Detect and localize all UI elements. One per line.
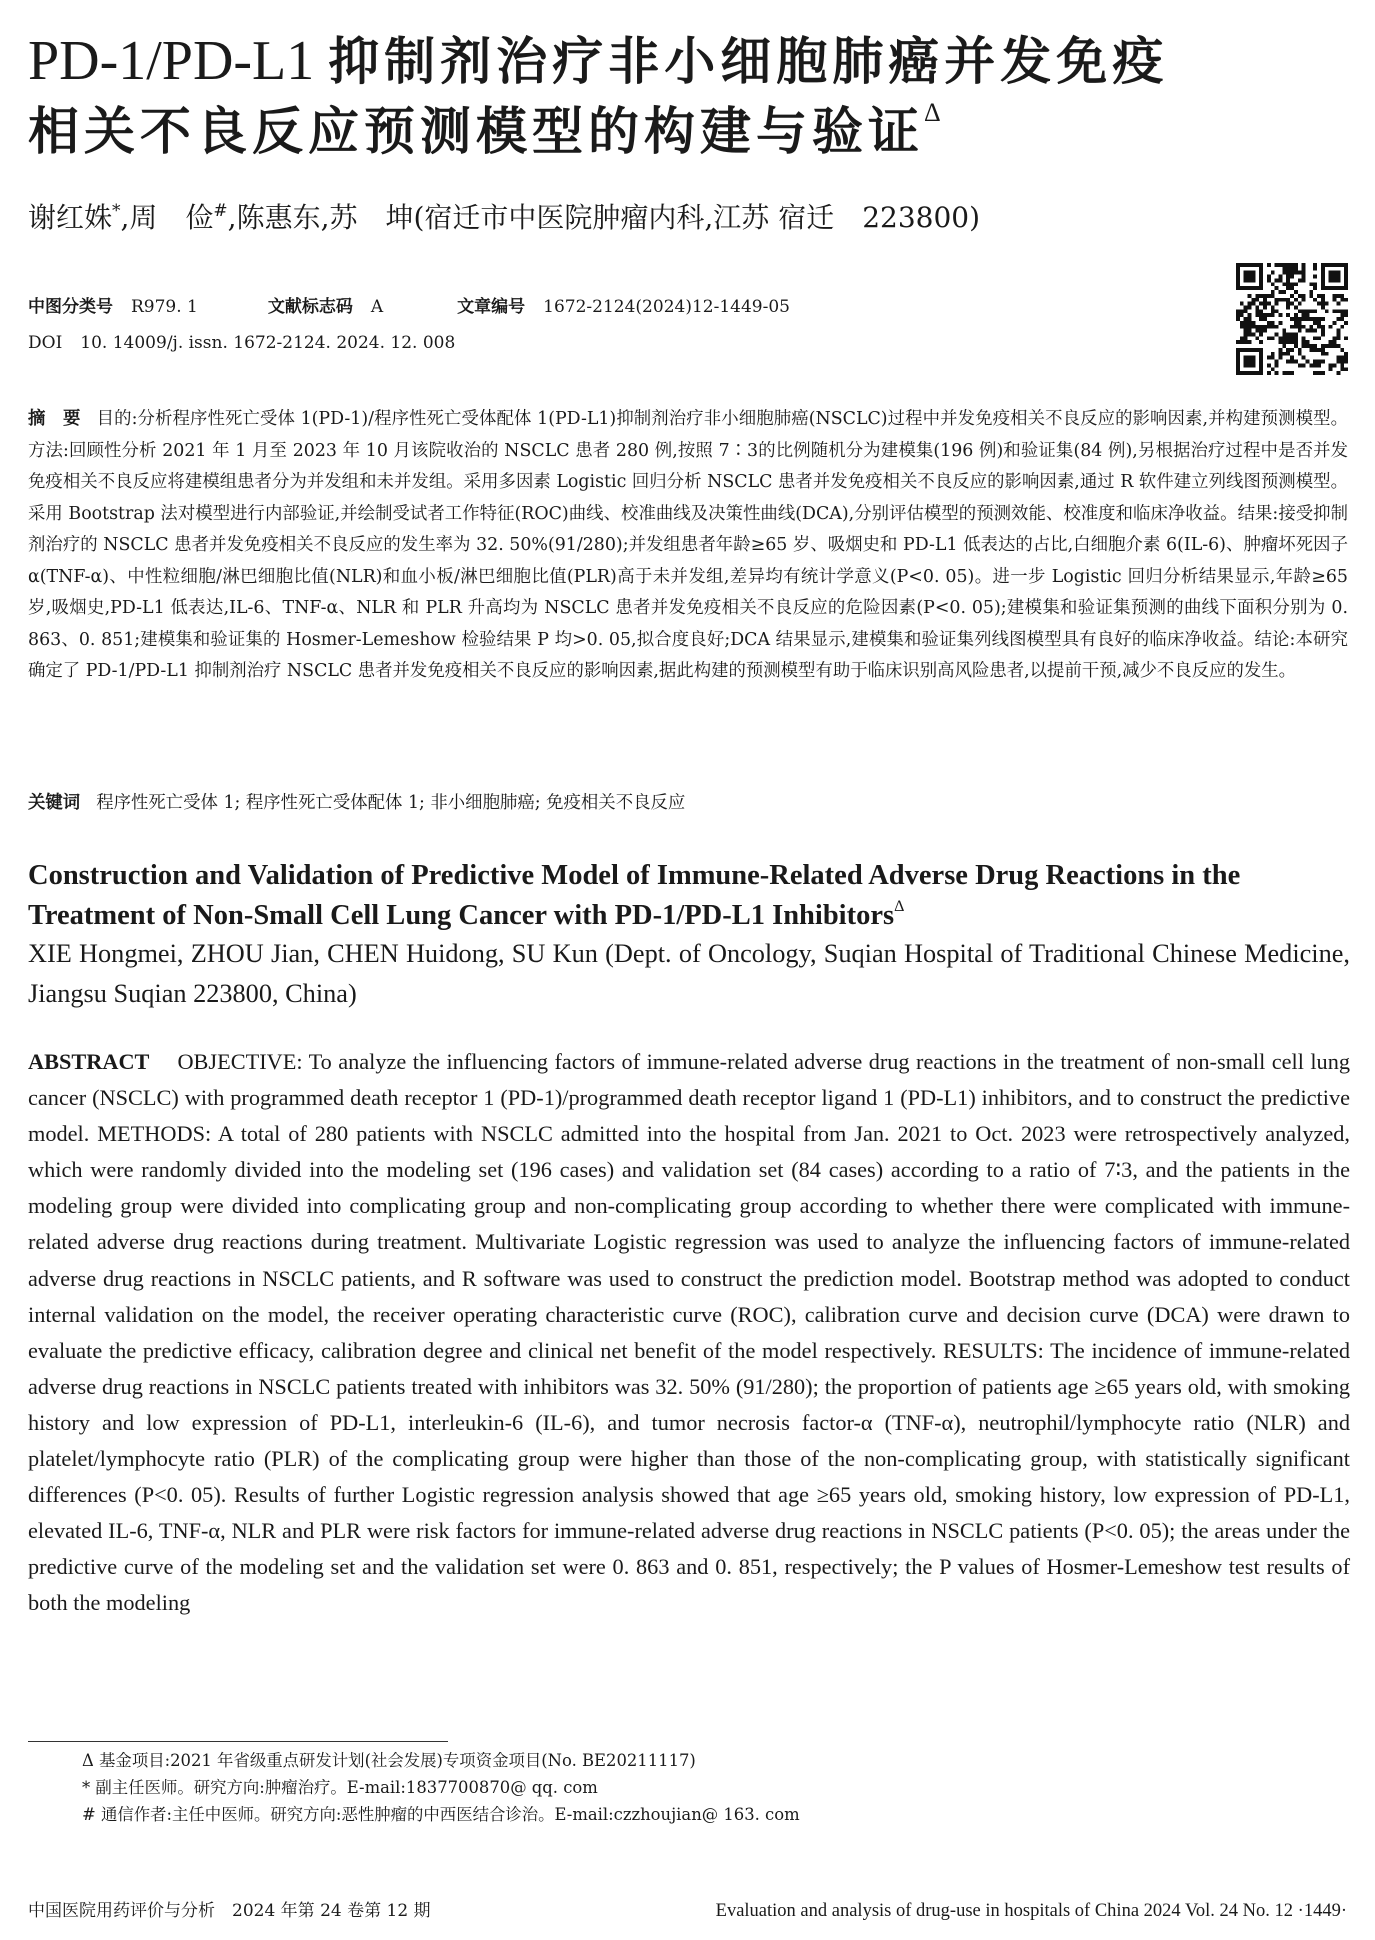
doi-line bbox=[28, 330, 455, 356]
chinese-abstract-text: 目的:分析程序性死亡受体 1(PD-1)/程序性死亡受体配体 1(PD-L1)抑制剂治疗非小细胞肺癌(NSCLC)过程中并发免疫相关不良反应的影响因素,并构建预测模型。方法:回顾性分析 2021 年 1 月至 2023 年 10 月该院收治的 NSCLC 患者 280 例,按照 7∶3的比例随机分为建模集(196 例)和验证集(84 例),另根据治疗过程中是否并发免疫相关不良反应将建模组患者分为并发组和未并发组。采用多因素 Logistic 回归分析 NSCLC 患者并发免疫相关不良反应的影响因素,通过 R 软件建立列线图预测模型。采用 Bootstrap 法对模型进行内部验证,并绘制受试者工作特征(ROC)曲线、校准曲线及决策性曲线(DCA),分别评估模型的预测效能、校准度和临床净收益。结果:接受抑制剂治疗的 NSCLC 患者并发免疫相关不良反应的发生率为 32. 50%(91/280);并发组患者年龄≥65 岁、吸烟史和 PD-L1 低表达的占比,白细胞介素 6(IL-6)、肿瘤坏死因子 α(TNF-α)、中性粒细胞/淋巴细胞比值(NLR)和血小板/淋巴细胞比值(PLR)高于未并发组,差异均有统计学意义(P<0. 05)。进一步 Logistic 回归分析结果显示,年龄≥65 岁,吸烟史,PD-L1 低表达,IL-6、TNF-α、NLR 和 PLR 升高均为 NSCLC 患者并发免疫相关不良反应的危险因素(P<0. 05);建模集和验证集预测的曲线下面积分别为 0. 863、0. 851;建模集和验证集的 Hosmer-Lemeshow 检验结果 P 均>0. 05,拟合度良好;DCA 结果显示,建模集和验证集列线图模型具有良好的临床净收益。结论:本研究确定了 PD-1/PD-L1 抑制剂治疗 NSCLC 患者并发免疫相关不良反应的影响因素,据此构建的预测模型有助于临床识别高风险患者,以提前干预,减少不良反应的发生。 bbox=[28, 409, 1348, 681]
english-authors: XIE Hongmei, ZHOU Jian, CHEN Huidong, SU Kun (Dept. of Oncology, Suqian Hospital of Traditional Chinese Medicine, Jiangsu Suqian 223800, China) bbox=[28, 939, 1350, 1008]
chinese-authors bbox=[28, 198, 980, 238]
author-2-mark: # bbox=[213, 201, 228, 221]
author-1-mark: * bbox=[112, 201, 121, 221]
english-title bbox=[28, 856, 1350, 936]
funding-mark: Δ bbox=[924, 98, 946, 127]
english-abstract bbox=[28, 1044, 1350, 1622]
footnote-divider bbox=[28, 1741, 448, 1742]
english-abstract-label: ABSTRACT bbox=[28, 1049, 150, 1074]
chinese-keywords-text: 程序性死亡受体 1; 程序性死亡受体配体 1; 非小细胞肺癌; 免疫相关不良反应 bbox=[96, 793, 686, 813]
running-footer-left: 中国医院用药评价与分析 2024 年第 24 卷第 12 期 bbox=[28, 1901, 431, 1921]
doc-code-value: A bbox=[370, 297, 384, 317]
chinese-title bbox=[28, 26, 1348, 168]
chinese-title-line2: 相关不良反应预测模型的构建与验证 bbox=[28, 103, 925, 162]
chinese-keywords bbox=[28, 788, 685, 820]
chinese-keywords-label: 关键词 bbox=[28, 793, 81, 813]
english-title-text: Construction and Validation of Predictive Model of Immune-Related Adverse Drug Reactions in the Treatment of Non-Small Cell Lung Cancer with PD-1/PD-L1 Inhibitors bbox=[28, 860, 1241, 931]
article-number-value: 1672-2124(2024)12-1449-05 bbox=[543, 297, 790, 317]
doc-code-label: 文献标志码 bbox=[267, 297, 353, 317]
footnote-first-author: * 副主任医师。研究方向:肿瘤治疗。E-mail:1837700870@ qq. com bbox=[82, 1778, 598, 1797]
doi-value: 10. 14009/j. issn. 1672-2124. 2024. 12. 008 bbox=[80, 333, 456, 353]
english-funding-mark: Δ bbox=[894, 898, 905, 915]
chinese-abstract-label: 摘 要 bbox=[28, 409, 81, 429]
article-number-label: 文章编号 bbox=[457, 297, 526, 317]
qr-code-icon bbox=[1236, 263, 1348, 375]
chinese-title-latin-part: PD-1/PD-L1 bbox=[28, 30, 329, 92]
clc-value: R979. 1 bbox=[131, 297, 198, 317]
footnote-funding: Δ 基金项目:2021 年省级重点研发计划(社会发展)专项资金项目(No. BE20211117) bbox=[82, 1751, 696, 1770]
english-abstract-text: OBJECTIVE: To analyze the influencing factors of immune-related adverse drug reactions in the treatment of non-small cell lung cancer (NSCLC) with programmed death receptor 1 (PD-1)/programmed death receptor ligand 1 (PD-L1) inhibitors, and to construct the predictive model. METHODS: A total of 280 patients with NSCLC admitted into the hospital from Jan. 2021 to Oct. 2023 were retrospectively analyzed, which were randomly divided into the modeling set (196 cases) and validation set (84 cases) according to a ratio of 7∶3, and the patients in the modeling group were divided into complicating group and non-complicating group according to whether there were complicated with immune-related adverse drug reactions during treatment. Multivariate Logistic regression was used to analyze the influencing factors of immune-related adverse drug reactions in NSCLC patients, and R software was used to construct the prediction model. Bootstrap method was adopted to conduct internal validation on the model, the receiver operating characteristic curve (ROC), calibration curve and decision curve (DCA) were drawn to evaluate the predictive efficacy, calibration degree and clinical net benefit of the model respectively. RESULTS: The incidence of immune-related adverse drug reactions in NSCLC patients treated with inhibitors was 32. 50% (91/280); the proportion of patients age ≥65 years old, with smoking history and low expression of PD-L1, interleukin-6 (IL-6), and tumor necrosis factor-α (TNF-α), neutrophil/lymphocyte ratio (NLR) and platelet/lymphocyte ratio (PLR) of the complicating group were higher than those of the non-complicating group, with statistically significant differences (P<0. 05). Results of further Logistic regression analysis showed that age ≥65 years old, smoking history, low expression of PD-L1, elevated IL-6, TNF-α, NLR and PLR were risk factors for immune-related adverse drug reactions in NSCLC patients (P<0. 05); the areas under the predictive curve of the modeling set and the validation set were 0. 863 and 0. 851, respectively; the P values of Hosmer-Lemeshow test results of both the modeling bbox=[28, 1049, 1350, 1616]
doi-label: DOI bbox=[28, 333, 63, 353]
author-2: ,周 俭 bbox=[120, 201, 214, 234]
footnotes bbox=[82, 1747, 800, 1828]
chinese-title-line1: 抑制剂治疗非小细胞肺癌并发免疫 bbox=[328, 33, 1169, 92]
authors-affiliation: ,陈惠东,苏 坤(宿迁市中医院肿瘤内科,江苏 宿迁 223800) bbox=[227, 201, 981, 234]
author-1: 谢红姝 bbox=[28, 201, 113, 234]
chinese-abstract bbox=[28, 404, 1348, 688]
clc-label: 中图分类号 bbox=[28, 297, 113, 317]
classification-line bbox=[28, 294, 790, 320]
footnote-corresponding-author: # 通信作者:主任中医师。研究方向:恶性肿瘤的中西医结合诊治。E-mail:czzhoujian@ 163. com bbox=[82, 1805, 800, 1824]
running-footer-right: Evaluation and analysis of drug-use in hospitals of China 2024 Vol. 24 No. 12 ·1449· bbox=[715, 1901, 1347, 1921]
